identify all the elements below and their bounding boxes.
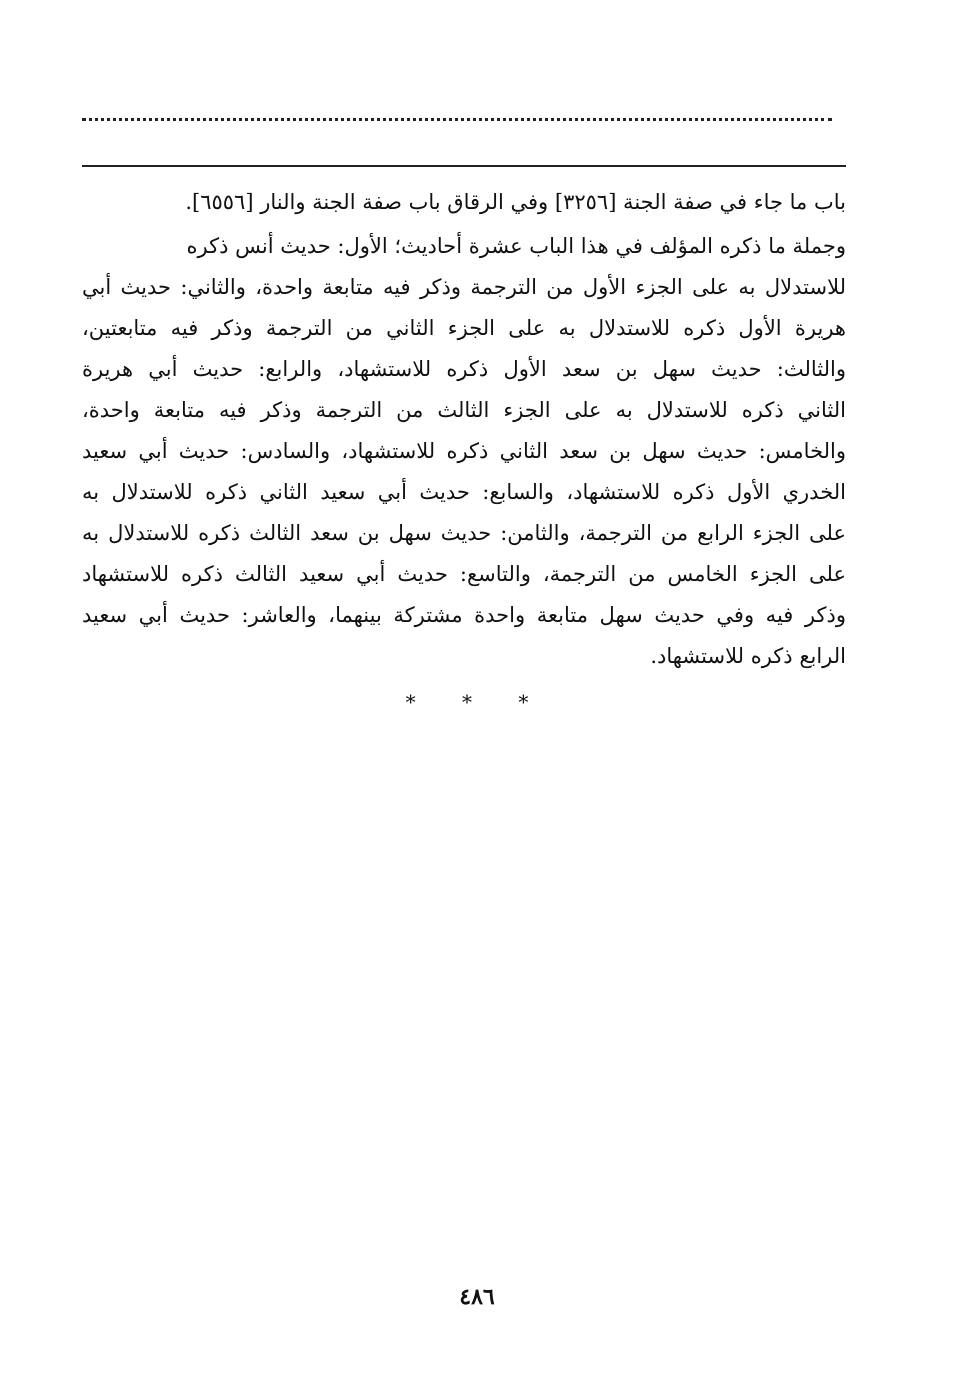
paragraph-line: الخدري الأول ذكره للاستشهاد، والسابع: حديث أبي سعيد الثاني ذكره للاستدلال به — [82, 480, 846, 504]
paragraph-line: الرابع ذكره للاستشهاد. — [650, 644, 846, 668]
paragraph-line: والخامس: حديث سهل بن سعد الثاني ذكره للاستشهاد، والسادس: حديث أبي سعيد — [82, 439, 846, 463]
paragraph-line: على الجزء الخامس من الترجمة، والتاسع: حديث أبي سعيد الثالث ذكره للاستشهاد — [82, 562, 846, 586]
dotted-divider — [82, 104, 832, 121]
paragraph-line: هريرة الأول ذكره للاستدلال به على الجزء الثاني من الترجمة وذكر فيه متابعتين، — [82, 316, 846, 340]
section-separator: * * * — [405, 690, 549, 714]
footnote-rule — [82, 165, 846, 167]
paragraph-line: للاستدلال به على الجزء الأول من الترجمة وذكر فيه متابعة واحدة، والثاني: حديث أبي — [82, 275, 846, 299]
page-number: ٤٨٦ — [459, 1284, 495, 1310]
paragraph-line: والثالث: حديث سهل بن سعد الأول ذكره للاستشهاد، والرابع: حديث أبي هريرة — [82, 357, 846, 381]
paragraph-line: على الجزء الرابع من الترجمة، والثامن: حديث سهل بن سعد الثالث ذكره للاستدلال به — [82, 521, 846, 545]
footnote-line: باب ما جاء في صفة الجنة [٣٢٥٦] وفي الرقاق باب صفة الجنة والنار [٦٥٥٦]. — [185, 190, 846, 214]
paragraph-line: وجملة ما ذكره المؤلف في هذا الباب عشرة أحاديث؛ الأول: حديث أنس ذكره — [186, 234, 846, 258]
paragraph-line: وذكر فيه وفي حديث سهل متابعة واحدة مشتركة بينهما، والعاشر: حديث أبي سعيد — [82, 603, 846, 627]
paragraph-line: الثاني ذكره للاستدلال به على الجزء الثالث من الترجمة وذكر فيه متابعة واحدة، — [82, 398, 846, 422]
